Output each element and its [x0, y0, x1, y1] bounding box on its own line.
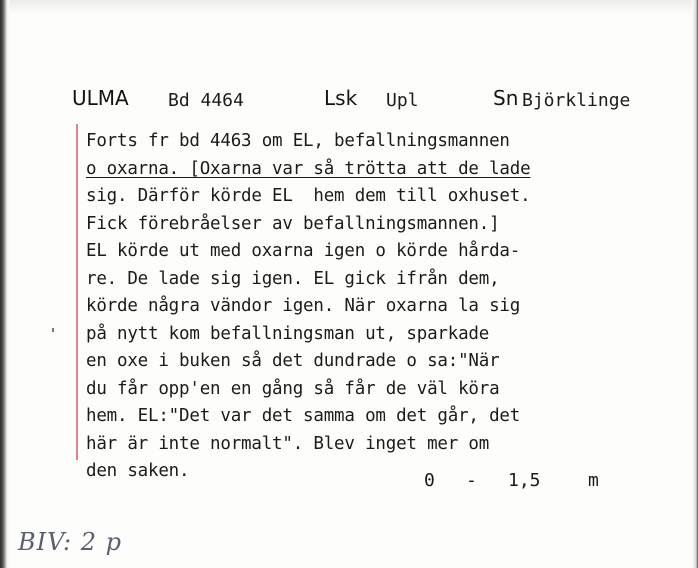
transcript-text — [86, 128, 676, 486]
measure-unit: m — [588, 470, 599, 491]
text-line: re. De lade sig igen. EL gick ifrån dem, — [86, 268, 500, 289]
text-line: hem. EL:"Det var det samma om det går, det — [86, 406, 521, 426]
text-line: en oxe i buken så det dundrade o sa:"När — [86, 351, 500, 371]
parish-label: Sn — [493, 86, 519, 110]
region-label: Lsk — [324, 86, 358, 110]
text-line: o oxarna. [Oxarna var så trötta att de lade — [86, 158, 531, 179]
text-line: den saken. — [86, 461, 190, 481]
text-line: på nytt kom befallningsman ut, sparkade — [86, 323, 490, 344]
parish-value: Björklinge — [522, 90, 631, 111]
margin-mark — [52, 328, 54, 332]
card-top-edge — [0, 0, 698, 14]
text-line: sig. Därför körde EL hem dem till oxhuset. — [86, 186, 531, 206]
text-line: EL körde ut med oxarna igen o körde hårda- — [86, 241, 521, 261]
measure-to: 1,5 — [508, 470, 541, 491]
text-line: du får opp'en en gång så får de väl köra — [86, 378, 500, 399]
text-line: körde några vändor igen. När oxarna la sig — [86, 296, 521, 316]
measure-from: 0 — [424, 470, 435, 491]
text-line: Forts fr bd 4463 om EL, befallningsmannen — [86, 131, 510, 151]
measure-dash: - — [466, 470, 477, 491]
volume-number: Bd 4464 — [168, 90, 244, 111]
archive-code: ULMA — [72, 86, 129, 110]
card-header — [0, 86, 698, 118]
handwritten-note: BIV: 2 p — [18, 528, 123, 556]
region-value: Upl — [386, 90, 419, 111]
margin-line — [76, 124, 78, 460]
text-line: Fick förebråelser av befallningsmannen.] — [86, 213, 500, 234]
text-line: här är inte normalt". Blev inget mer om — [86, 433, 490, 454]
